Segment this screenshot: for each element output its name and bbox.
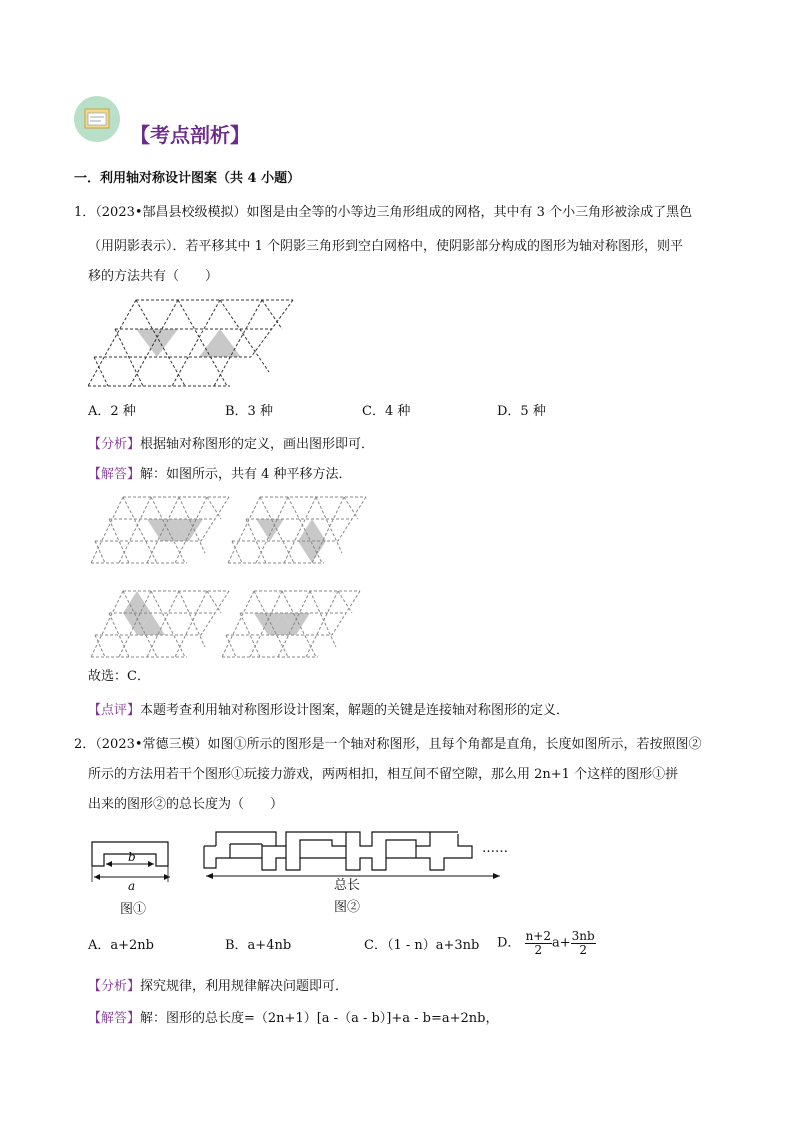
option-d-mid: a+ [552,935,571,951]
shaded-triangle [199,329,241,357]
page-title: 【考点剖析】 [130,123,250,147]
fig1-b-label: b [128,850,136,864]
q2-option-a: A．a+2nb [88,938,154,953]
q2-line1 [74,736,702,754]
q1-analysis [88,436,374,454]
q1-solution-grid-3 [91,589,231,661]
q1-line2: （用阴影表示）．若平移其中 1 个阴影三角形到空白网格中，使阴影部分构成的图形为轴对称图形，则平 [88,239,684,254]
analysis-tag: 【分析】 [88,437,141,452]
q1-comment [88,702,569,720]
fig1-a-label: a [128,879,136,893]
answer-text: 解：图形的总长度=（2n+1）[a -（a - b）]+a - b=a+2nb， [140,1011,499,1026]
fraction-1: $\frac{n+2}{2}$ [525,929,551,957]
q2-option-c: C．（1 - n）a+3nb [364,938,480,953]
q2-analysis [88,978,348,996]
q1-solution-grid-2 [228,495,368,567]
q2-line3: 出来的图形②的总长度为（ ） [88,797,284,812]
q1-line3: 移的方法共有（ ） [88,269,219,284]
q2-option-d [497,930,596,957]
folder-document-icon [74,96,120,142]
comment-tag: 【点评】 [88,703,141,718]
q1-number: 1． [74,205,96,220]
fig2-caption: 图② [334,900,361,915]
q1-option-c: C．4 种 [362,404,411,419]
q2-source: （2023•常德三模） [95,737,208,752]
q1-solution-grid-4 [222,589,362,661]
q1-option-a: A．2 种 [88,404,136,419]
comment-text: 本题考查利用轴对称图形设计图案，解题的关键是连接轴对称图形的定义． [140,703,570,718]
q1-answer [88,466,352,484]
q1-line1 [74,204,692,222]
analysis-tag: 【分析】 [88,979,141,994]
answer-text: 解：如图所示，共有 4 种平移方法． [140,467,352,482]
q2-option-b: B．a+4nb [225,938,292,953]
option-d-prefix: D． [497,935,521,951]
fig1-caption: 图① [120,902,147,917]
fraction-2: $\frac{3nb}{2}$ [571,929,595,957]
q2-number: 2． [74,737,96,752]
header-icon-circle [74,96,120,142]
q2-answer [88,1010,499,1028]
q2-figure-2 [202,830,502,882]
fig2-dots: …… [482,841,508,856]
answer-tag: 【解答】 [88,1011,141,1026]
fig2-total-label: 总长 [334,878,361,893]
q1-option-d: D．5 种 [497,404,546,419]
q1-choice: 故选：C． [88,669,150,684]
q2-line2: 所示的方法用若干个图形①玩接力游戏，两两相扣，相互间不留空隙，那么用 2n+1 个这样的图形①拼 [88,767,679,782]
q1-triangle-grid [88,294,298,389]
q1-option-b: B．3 种 [225,404,273,419]
section-heading: 一．利用轴对称设计图案（共 4 小题） [74,171,301,186]
answer-tag: 【解答】 [88,467,141,482]
analysis-text: 根据轴对称图形的定义，画出图形即可． [140,437,375,452]
q1-source: （2023•郜昌县校级模拟） [95,205,247,220]
q2-text-1: 如图①所示的图形是一个轴对称图形，且每个角都是直角，长度如图所示，若按照图② [207,737,702,752]
q1-text-1: 如图是由全等的小等边三角形组成的网格，其中有 3 个小三角形被涂成了黑色 [246,205,693,220]
q1-solution-grid-1 [91,495,231,567]
analysis-text: 探究规律，利用规律解决问题即可． [140,979,349,994]
